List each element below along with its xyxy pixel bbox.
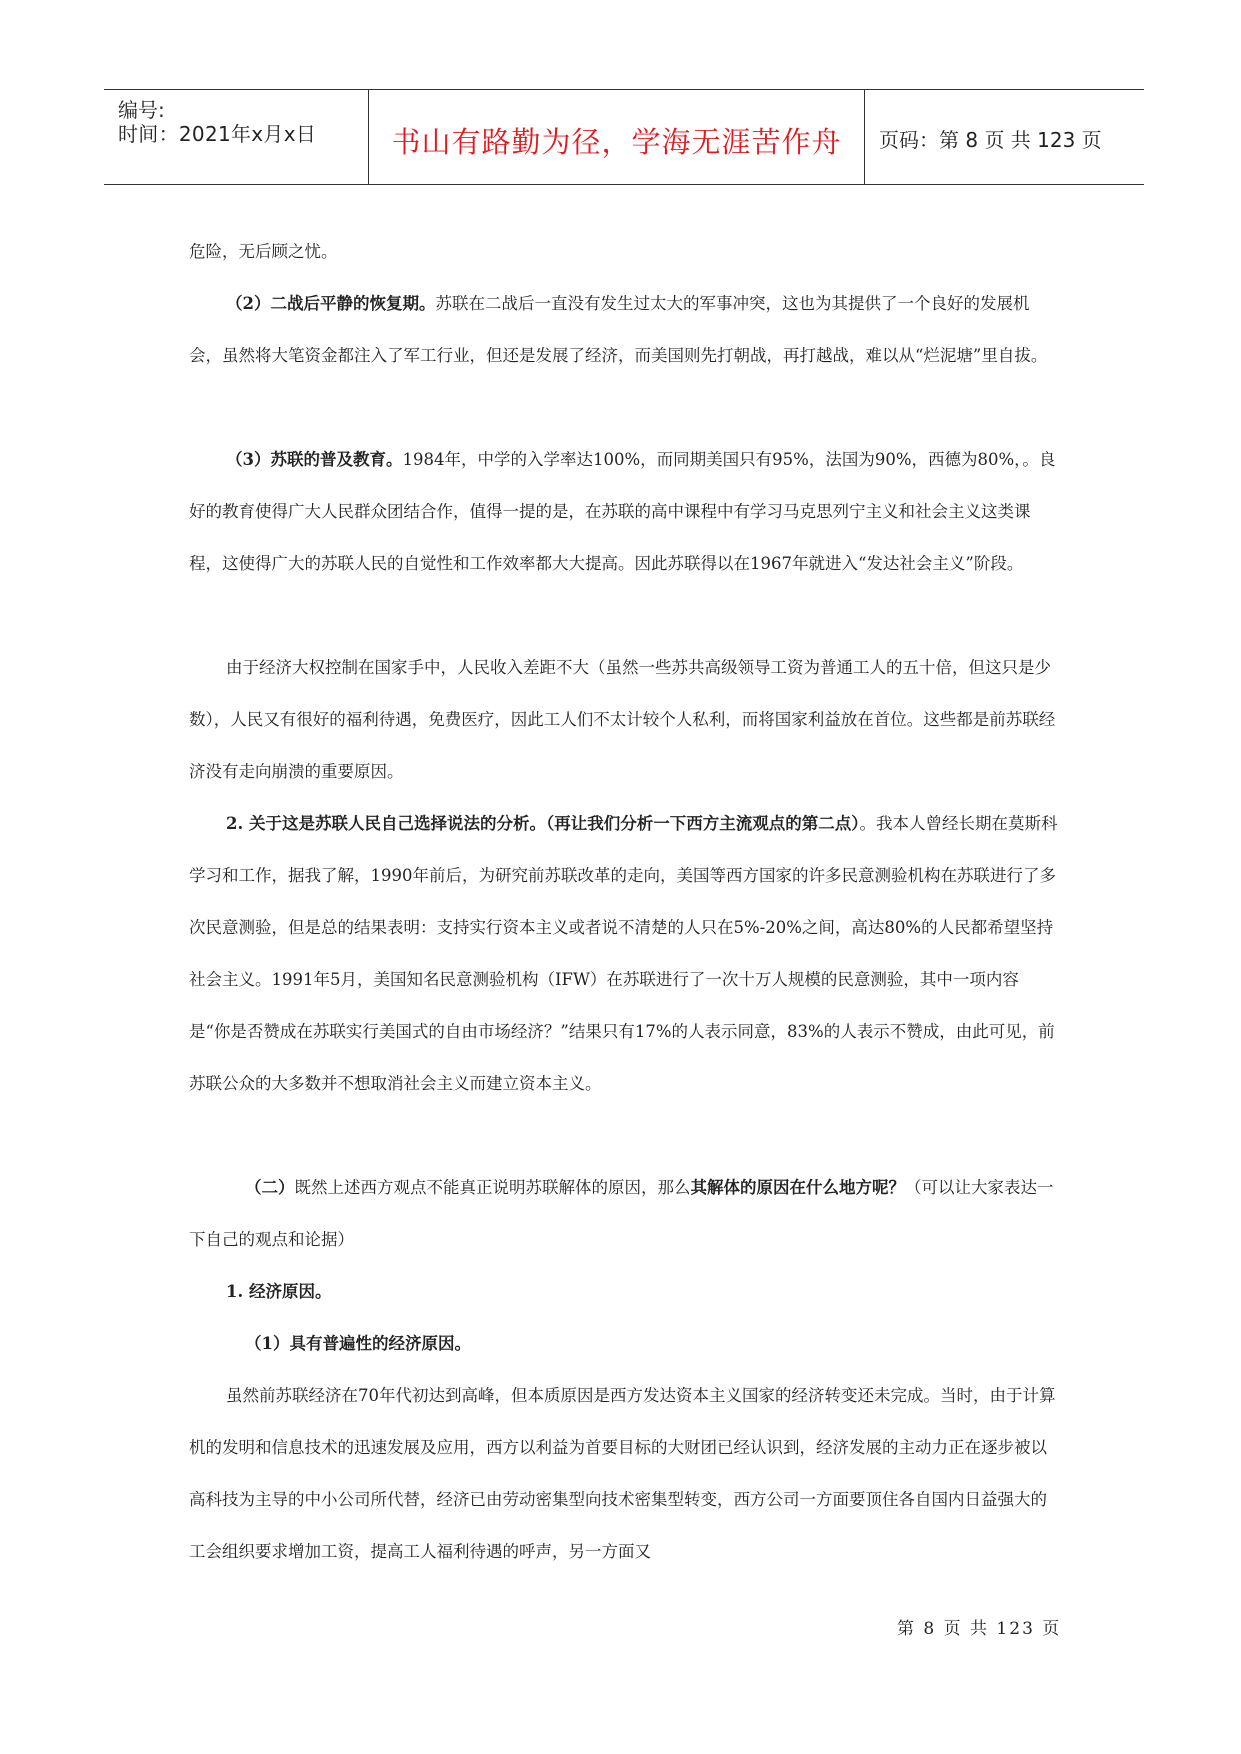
paragraph-text: 虽然前苏联经济在70年代初达到高峰，但本质原因是西方发达资本主义国家的经济转变还未完成。当时，由于计算机的发明和信息技术的迅速发展及应用，西方以利益为首要目标的大财团已经认识到，经济发展的主动力正在逐步被以高科技为主导的中小公司所代替，经济已由劳动密集型向技术密集型转变，西方公司一方面要顶住各自国内日益强大的工会组织要求增加工资，提高工人福利待遇的呼声，另一方面又 [189, 1386, 1056, 1561]
paragraph-text: 既然上述西方观点不能真正说明苏联解体的原因，那么 [294, 1178, 691, 1197]
paragraph-heading: （3）苏联的普及教育。 [226, 450, 403, 469]
paragraph-heading: （二） [245, 1178, 295, 1197]
document-date-label: 时间：2021年x月x日 [118, 122, 317, 146]
subsection-heading-general-economic [189, 1318, 1059, 1370]
paragraph-text: 由于经济大权控制在国家手中，人民收入差距不大（虽然一些苏共高级领导工资为普通工人的五十倍，但这只是少数），人民又有很好的福利待遇，免费医疗，因此工人们不太计较个人私利，而将国家利益放在首位。这些都是前苏联经济没有走向崩溃的重要原因。 [189, 658, 1056, 781]
paragraph-text: （可以让大家表达一下自己的观点和论据） [189, 1178, 1054, 1249]
paragraph-postwar-recovery [189, 278, 1059, 382]
paragraph-emphasis: 其解体的原因在什么地方呢？ [690, 1178, 905, 1197]
paragraph-dissolution-question [189, 1162, 1059, 1266]
paragraph-economic-causes [189, 1370, 1059, 1578]
paragraph-education [189, 434, 1059, 590]
header-page-number: 页码：第 8 页 共 123 页 [879, 128, 1102, 152]
header-info-cell [104, 90, 369, 184]
document-number-label: 编号: [118, 98, 165, 122]
header-table [104, 89, 1144, 185]
paragraph-income [189, 642, 1059, 798]
paragraph-continuation [189, 226, 1059, 278]
section-heading-economic [189, 1266, 1059, 1318]
paragraph-text: 苏联在二战后一直没有发生过太大的军事冲突，这也为其提供了一个良好的发展机会，虽然将大笔资金都注入了军工行业，但还是发展了经济，而美国则先打朝战，再打越战，难以从“烂泥塘”里自拔。 [189, 294, 1048, 365]
header-motto: 书山有路勤为径，学海无涯苦作舟 [391, 125, 842, 159]
paragraph-heading: 1. 经济原因。 [226, 1282, 332, 1301]
paragraph-heading: （2）二战后平静的恢复期。 [226, 294, 436, 313]
header-page-cell [865, 90, 1144, 184]
header-motto-cell [369, 90, 865, 184]
paragraph-text: 。我本人曾经长期在莫斯科学习和工作，据我了解，1990年前后，为研究前苏联改革的走向，美国等西方国家的许多民意测验机构在苏联进行了多次民意测验，但是总的结果表明：支持实行资本主义或者说不清楚的人只在5%-20%之间，高达80%的人民都希望坚持社会主义。1991年5月，美国知名民意测验机构（IFW）在苏联进行了一次十万人规模的民意测验，其中一项内容是“你是否赞成在苏联实行美国式的自由市场经济？”结果只有17%的人表示同意，83%的人表示不赞成，由此可见，前苏联公众的大多数并不想取消社会主义而建立资本主义。 [189, 814, 1058, 1093]
paragraph-text: 危险，无后顾之忧。 [189, 242, 338, 261]
paragraph-heading: （1）具有普遍性的经济原因。 [245, 1334, 471, 1353]
paragraph-text: 1984年，中学的入学率达100%，而同期美国只有95%，法国为90%，西德为80%，。良好的教育使得广大人民群众团结合作，值得一提的是，在苏联的高中课程中有学习马克思列宁主义和社会主义这类课程，这使得广大的苏联人民的自觉性和工作效率都大大提高。因此苏联得以在1967年就进入“发达社会主义”阶段。 [189, 450, 1056, 573]
paragraph-opinion-poll [189, 798, 1059, 1110]
paragraph-heading: 2. 关于这是苏联人民自己选择说法的分析。（再让我们分析一下西方主流观点的第二点） [226, 814, 860, 833]
footer-page-number: 第 8 页 共 123 页 [897, 1619, 1062, 1639]
